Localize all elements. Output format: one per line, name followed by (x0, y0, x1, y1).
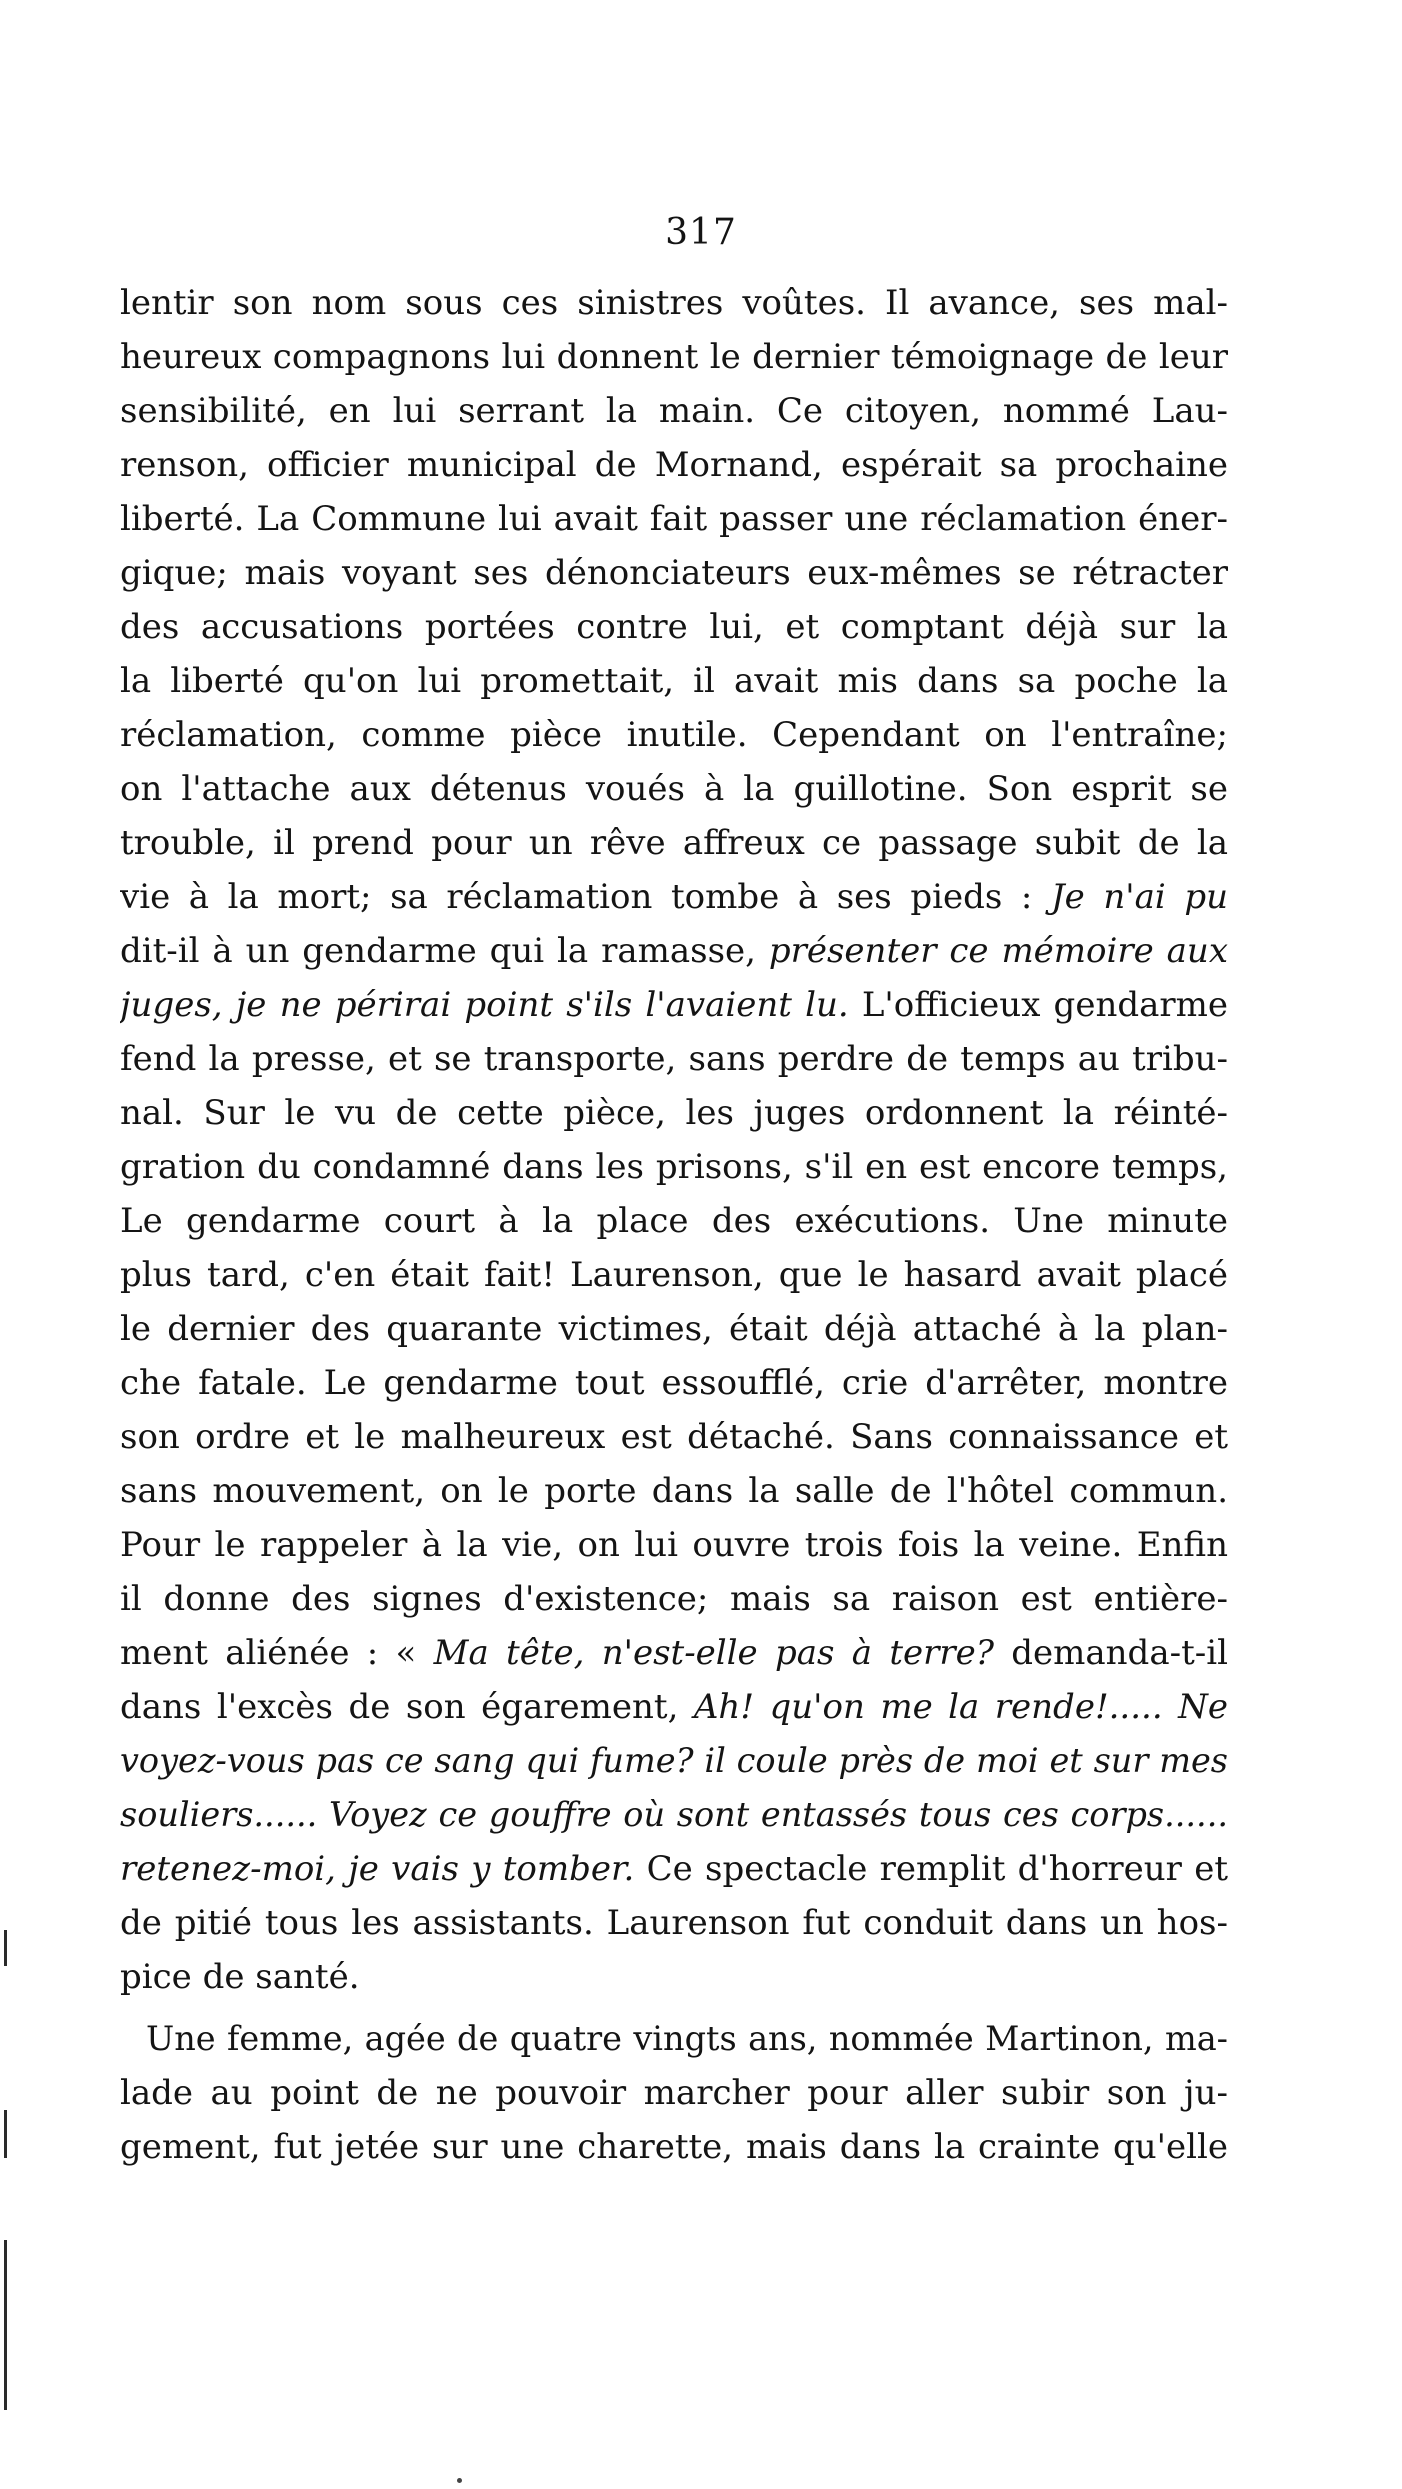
text-segment: le dernier des quarante victimes, était déjà attaché à la plan- (120, 1309, 1228, 1349)
text-line (120, 1302, 1228, 1356)
text-segment: plus tard, c'en était fait! Laurenson, que le hasard avait placé (120, 1255, 1228, 1295)
text-line (120, 2012, 1228, 2066)
scan-edge-mark (4, 2110, 7, 2158)
text-segment: son ordre et le malheureux est détaché. Sans connaissance et (120, 1417, 1228, 1457)
text-segment: vie à la mort; sa réclamation tombe à ses pieds : (120, 877, 1051, 917)
text-segment: fend la presse, et se transporte, sans perdre de temps au tribu- (120, 1039, 1228, 1079)
text-segment: sans mouvement, on le porte dans la salle de l'hôtel commun. (120, 1471, 1228, 1511)
text-line (120, 708, 1228, 762)
text-segment: nal. Sur le vu de cette pièce, les juges ordonnent la réinté- (120, 1093, 1228, 1133)
text-segment: renson, officier municipal de Mornand, espérait sa prochaine (120, 445, 1228, 485)
text-segment: sensibilité, en lui serrant la main. Ce citoyen, nommé Lau- (120, 391, 1228, 431)
text-line (120, 1140, 1228, 1194)
text-line (120, 384, 1228, 438)
text-segment: réclamation, comme pièce inutile. Cependant on l'entraîne; (120, 715, 1228, 755)
text-segment: Le gendarme court à la place des exécutions. Une minute (120, 1201, 1228, 1241)
body-text (120, 276, 1228, 2174)
text-segment: on l'attache aux détenus voués à la guillotine. Son esprit se (120, 769, 1228, 809)
text-line (120, 1680, 1228, 1734)
text-line (120, 654, 1228, 708)
text-line (120, 1032, 1228, 1086)
text-segment: dit-il à un gendarme qui la ramasse, (120, 931, 769, 971)
text-segment: il donne des signes d'existence; mais sa raison est entière- (120, 1579, 1228, 1619)
text-segment: ment aliénée : « (120, 1633, 434, 1673)
text-segment: che fatale. Le gendarme tout essoufflé, crie d'arrêter, montre (120, 1363, 1228, 1403)
text-line (120, 546, 1228, 600)
text-line (120, 978, 1228, 1032)
italic-text: voyez-vous pas ce sang qui fume? il coule près de moi et sur mes (120, 1741, 1228, 1780)
italic-text: souliers...... Voyez ce gouffre où sont entassés tous ces corps...... (120, 1795, 1228, 1834)
paragraph (120, 276, 1228, 2004)
text-line (120, 492, 1228, 546)
text-line (120, 1086, 1228, 1140)
text-line (120, 438, 1228, 492)
text-line (120, 1734, 1228, 1788)
text-segment: de pitié tous les assistants. Laurenson fut conduit dans un hos- (120, 1903, 1228, 1943)
text-line (120, 1464, 1228, 1518)
italic-text: présenter ce mémoire aux (768, 931, 1228, 971)
text-segment: la liberté qu'on lui promettait, il avait mis dans sa poche la (120, 661, 1228, 701)
italic-text: Ah! qu'on me la rende!..... Ne (693, 1687, 1228, 1727)
text-segment: des accusations portées contre lui, et comptant déjà sur la (120, 607, 1228, 647)
text-line (120, 2120, 1228, 2174)
text-segment: gration du condamné dans les prisons, s'il en est encore temps, (120, 1147, 1228, 1187)
text-line (120, 924, 1228, 978)
text-line (120, 1626, 1228, 1680)
text-segment: demanda-t-il (993, 1633, 1228, 1673)
text-line (120, 1788, 1228, 1842)
text-line (120, 1572, 1228, 1626)
text-line (120, 1950, 1228, 2004)
scan-edge-mark (4, 1930, 7, 1966)
text-line (120, 762, 1228, 816)
text-segment: pice de santé. (120, 1957, 360, 1997)
text-line (120, 330, 1228, 384)
text-line (120, 816, 1228, 870)
text-line (120, 1518, 1228, 1572)
text-line (120, 1410, 1228, 1464)
italic-text: Ma tête, n'est-elle pas à terre? (433, 1633, 994, 1673)
text-segment: gement, fut jetée sur une charette, mais dans la crainte qu'elle (120, 2127, 1228, 2167)
text-segment: Ce spectacle remplit d'horreur et (634, 1849, 1228, 1889)
paragraph (120, 2012, 1228, 2174)
text-segment: gique; mais voyant ses dénonciateurs eux-mêmes se rétracter (120, 553, 1228, 593)
text-segment: liberté. La Commune lui avait fait passer une réclamation éner- (120, 499, 1228, 539)
text-line (120, 2066, 1228, 2120)
text-line (120, 1356, 1228, 1410)
text-line (120, 870, 1228, 924)
text-line (120, 1194, 1228, 1248)
italic-text: Je n'ai pu (1050, 877, 1228, 917)
text-segment: Pour le rappeler à la vie, on lui ouvre trois fois la veine. Enfin (120, 1525, 1228, 1565)
text-segment: Une femme, agée de quatre vingts ans, nommée Martinon, ma- (146, 2019, 1228, 2058)
paragraph-gap (120, 2004, 1228, 2012)
scan-edge-mark (4, 2240, 7, 2410)
text-segment: dans l'excès de son égarement, (120, 1687, 694, 1727)
text-segment: lade au point de ne pouvoir marcher pour aller subir son ju- (120, 2073, 1228, 2113)
text-line (120, 276, 1228, 330)
text-segment: heureux compagnons lui donnent le dernier témoignage de leur (120, 337, 1228, 377)
page-number: 317 (665, 212, 737, 253)
scan-speck (457, 2478, 462, 2483)
text-line (120, 1248, 1228, 1302)
text-line (120, 600, 1228, 654)
italic-text: juges, je ne périrai point s'ils l'avaient lu. (120, 985, 849, 1025)
text-segment: trouble, il prend pour un rêve affreux ce passage subit de la (120, 823, 1228, 863)
text-segment: L'officieux gendarme (848, 985, 1228, 1025)
text-segment: lentir son nom sous ces sinistres voûtes. Il avance, ses mal- (120, 283, 1228, 323)
text-line (120, 1896, 1228, 1950)
italic-text: retenez-moi, je vais y tomber. (120, 1849, 635, 1889)
text-line (120, 1842, 1228, 1896)
